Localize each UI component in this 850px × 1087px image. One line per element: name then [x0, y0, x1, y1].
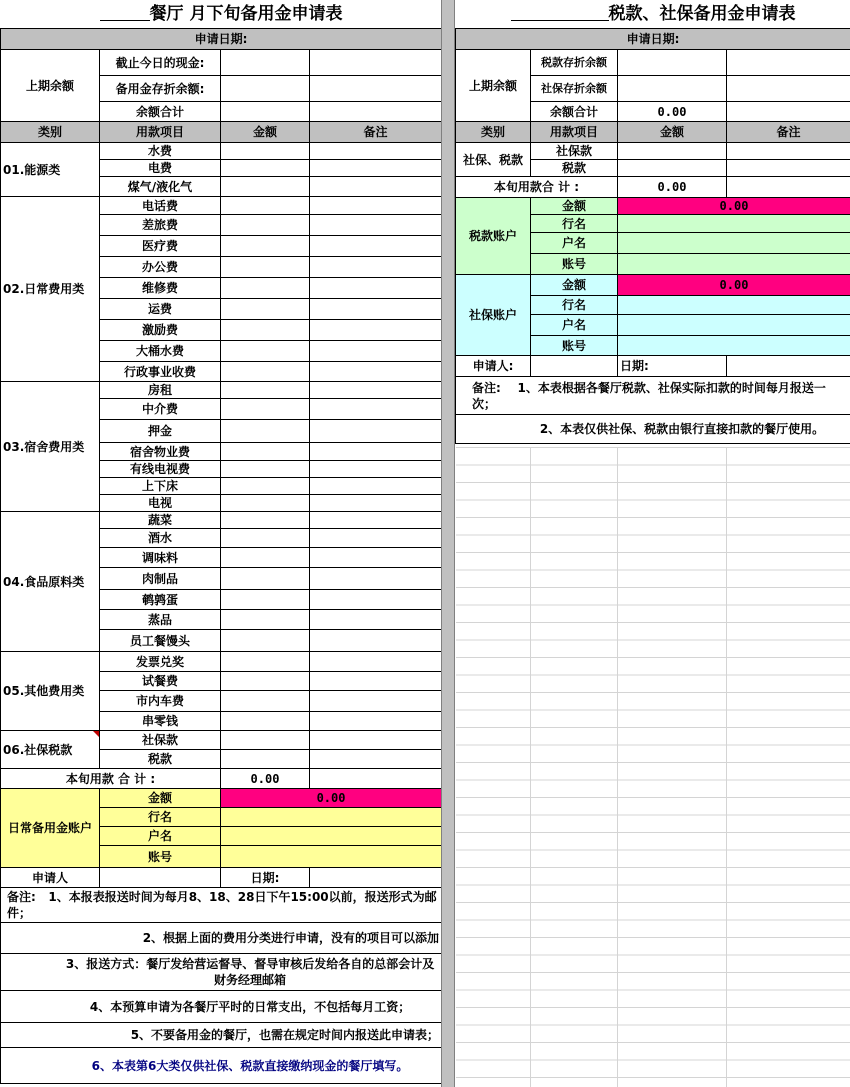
- balance-total-remark[interactable]: [310, 102, 442, 122]
- expense-item-label: 有线电视费: [100, 461, 221, 478]
- note-5: 5、不要备用金的餐厅，也需在规定时间内报送此申请表；: [1, 1023, 442, 1048]
- col-item: 用款项目: [100, 122, 221, 143]
- acct-bank-input[interactable]: [221, 808, 442, 827]
- expense-item-label: 蔬菜: [100, 512, 221, 529]
- expense-item-amount[interactable]: [221, 630, 310, 652]
- expense-item-amount[interactable]: [221, 160, 310, 177]
- tax-acct-number-input[interactable]: [618, 254, 850, 275]
- period-total-value: 0.00: [221, 769, 310, 789]
- social-tax-category: 社保、税款: [456, 143, 531, 177]
- expense-item-label: 串零钱: [100, 712, 221, 731]
- right-period-total-remark[interactable]: [727, 177, 850, 198]
- social-acct-holder-label: 户名: [531, 315, 618, 336]
- expense-item-amount[interactable]: [221, 691, 310, 712]
- social-account-label: 社保账户: [456, 275, 531, 356]
- expense-item-remark[interactable]: [310, 652, 442, 672]
- expense-item-amount[interactable]: [221, 299, 310, 320]
- acct-number-input[interactable]: [221, 846, 442, 868]
- applicant-input[interactable]: [100, 868, 221, 888]
- expense-item-amount[interactable]: [221, 420, 310, 443]
- form-title: 餐厅 月下旬备用金申请表: [1, 0, 442, 29]
- expense-item-label: 上下床: [100, 478, 221, 495]
- note-4: 4、本预算申请为各餐厅平时的日常支出，不包括每月工资；: [1, 991, 442, 1023]
- expense-item-remark[interactable]: [310, 341, 442, 362]
- note-2: 2、根据上面的费用分类进行申请，没有的项目可以添加: [1, 923, 442, 954]
- expense-item-amount[interactable]: [221, 278, 310, 299]
- expense-item-amount[interactable]: [221, 750, 310, 769]
- right-note-2: 2、本表仅供社保、税款由银行直接扣款的餐厅使用。: [456, 415, 850, 444]
- col-amount: 金额: [221, 122, 310, 143]
- social-item-label: 社保款: [531, 143, 618, 160]
- acct-amount-label: 金额: [100, 789, 221, 808]
- expense-item-amount[interactable]: [221, 478, 310, 495]
- expense-item-label: 行政事业收费: [100, 362, 221, 382]
- tax-acct-bank-input[interactable]: [618, 215, 850, 233]
- expense-item-remark[interactable]: [310, 512, 442, 529]
- social-acct-bank-label: 行名: [531, 296, 618, 315]
- acct-bank-label: 行名: [100, 808, 221, 827]
- expense-item-label: 社保款: [100, 731, 221, 750]
- expense-item-label: 市内车费: [100, 691, 221, 712]
- social-acct-amount-value[interactable]: 0.00: [618, 275, 850, 296]
- expense-item-label: 水费: [100, 143, 221, 160]
- expense-item-amount[interactable]: [221, 257, 310, 278]
- expense-item-remark[interactable]: [310, 731, 442, 750]
- expense-item-remark[interactable]: [310, 197, 442, 215]
- expense-item-amount[interactable]: [221, 236, 310, 257]
- deposit-balance-input[interactable]: [221, 76, 310, 102]
- right-form-title: 税款、社保备用金申请表: [456, 0, 850, 29]
- right-date-label: 日期:: [618, 356, 727, 377]
- period-total-label: 本旬用款 合 计 :: [1, 769, 221, 789]
- expense-item-remark[interactable]: [310, 712, 442, 731]
- expense-item-label: 运费: [100, 299, 221, 320]
- empty-cell-grid: [456, 447, 850, 1087]
- expense-item-amount[interactable]: [221, 590, 310, 610]
- tax-account-label: 税款账户: [456, 198, 531, 275]
- expense-item-remark[interactable]: [310, 236, 442, 257]
- expense-item-remark[interactable]: [310, 278, 442, 299]
- acct-holder-label: 户名: [100, 827, 221, 846]
- expense-item-remark[interactable]: [310, 672, 442, 691]
- social-item-remark[interactable]: [727, 143, 850, 160]
- expense-item-amount[interactable]: [221, 548, 310, 568]
- expense-item-label: 肉制品: [100, 568, 221, 590]
- expense-item-amount[interactable]: [221, 731, 310, 750]
- note-6: 6、本表第6大类仅供社保、税款直接缴纳现金的餐厅填写。: [1, 1048, 442, 1084]
- right-col-remark: 备注: [727, 122, 850, 143]
- expense-item-amount[interactable]: [221, 610, 310, 630]
- expense-item-label: 员工餐馒头: [100, 630, 221, 652]
- right-period-total-value: 0.00: [618, 177, 727, 198]
- category-1: 01.能源类: [1, 143, 100, 197]
- category-3: 03.宿舍费用类: [1, 382, 100, 512]
- acct-number-label: 账号: [100, 846, 221, 868]
- right-col-amount: 金额: [618, 122, 727, 143]
- right-balance-total-value: 0.00: [618, 102, 727, 122]
- expense-item-amount[interactable]: [221, 461, 310, 478]
- expense-item-label: 煤气/液化气: [100, 177, 221, 197]
- expense-item-amount[interactable]: [221, 652, 310, 672]
- expense-item-label: 医疗费: [100, 236, 221, 257]
- expense-item-label: 宿舍物业费: [100, 443, 221, 461]
- expense-item-label: 电话费: [100, 197, 221, 215]
- expense-item-amount[interactable]: [221, 341, 310, 362]
- category-6: 06.社保税款: [1, 731, 100, 769]
- expense-item-label: 押金: [100, 420, 221, 443]
- tax-item-amount[interactable]: [618, 160, 727, 177]
- expense-item-remark[interactable]: [310, 382, 442, 399]
- expense-item-label: 中介费: [100, 399, 221, 420]
- note-3: 3、报送方式：餐厅发给营运督导、督导审核后发给各自的总部会计及财务经理邮箱: [1, 954, 442, 991]
- expense-item-amount[interactable]: [221, 382, 310, 399]
- tax-item-label: 税款: [531, 160, 618, 177]
- expense-item-remark[interactable]: [310, 160, 442, 177]
- expense-item-remark[interactable]: [310, 495, 442, 512]
- right-applicant-label: 申请人:: [456, 356, 531, 377]
- expense-item-remark[interactable]: [310, 548, 442, 568]
- expense-item-label: 维修费: [100, 278, 221, 299]
- expense-item-amount[interactable]: [221, 712, 310, 731]
- tax-acct-amount-value[interactable]: 0.00: [618, 198, 850, 215]
- comment-indicator-icon[interactable]: [93, 731, 99, 737]
- expense-item-label: 电费: [100, 160, 221, 177]
- tax-acct-holder-label: 户名: [531, 233, 618, 254]
- expense-item-amount[interactable]: [221, 529, 310, 548]
- expense-item-remark[interactable]: [310, 257, 442, 278]
- deposit-balance-label: 备用金存折余额:: [100, 76, 221, 102]
- right-sheet: [455, 0, 850, 444]
- social-acct-number-input[interactable]: [618, 336, 850, 356]
- balance-total-value[interactable]: [221, 102, 310, 122]
- category-4: 04.食品原料类: [1, 512, 100, 652]
- note-1: 备注: 1、本报表报送时间为每月8、18、28日下午15:00以前，报送形式为邮件；: [1, 888, 442, 923]
- apply-date-row[interactable]: 申请日期:: [1, 29, 442, 50]
- daily-account-label: 日常备用金账户: [1, 789, 100, 868]
- expense-item-remark[interactable]: [310, 399, 442, 420]
- social-item-amount[interactable]: [618, 143, 727, 160]
- expense-item-remark[interactable]: [310, 590, 442, 610]
- expense-item-label: 差旅费: [100, 215, 221, 236]
- expense-item-label: 房租: [100, 382, 221, 399]
- social-deposit-label: 社保存折余额: [531, 76, 618, 102]
- date-input[interactable]: [310, 868, 442, 888]
- expense-item-remark[interactable]: [310, 443, 442, 461]
- expense-item-remark[interactable]: [310, 461, 442, 478]
- expense-item-amount[interactable]: [221, 495, 310, 512]
- tax-social-petty-cash-form: [455, 0, 850, 444]
- expense-item-remark[interactable]: [310, 215, 442, 236]
- right-applicant-input[interactable]: [531, 356, 618, 377]
- cash-today-label: 截止今日的现金:: [100, 50, 221, 76]
- expense-item-label: 发票兑奖: [100, 652, 221, 672]
- right-restaurant-blank[interactable]: [511, 20, 609, 21]
- expense-item-label: 试餐费: [100, 672, 221, 691]
- expense-item-amount[interactable]: [221, 568, 310, 590]
- col-remark: 备注: [310, 122, 442, 143]
- expense-item-remark[interactable]: [310, 568, 442, 590]
- category-5: 05.其他费用类: [1, 652, 100, 731]
- social-deposit-remark[interactable]: [727, 76, 850, 102]
- tax-deposit-input[interactable]: [618, 50, 727, 76]
- expense-item-amount[interactable]: [221, 399, 310, 420]
- prev-balance-label: 上期余额: [1, 50, 100, 122]
- expense-categories: [1, 143, 442, 769]
- tax-acct-bank-label: 行名: [531, 215, 618, 233]
- expense-item-label: 办公费: [100, 257, 221, 278]
- deposit-balance-remark[interactable]: [310, 76, 442, 102]
- expense-item-label: 鹌鹑蛋: [100, 590, 221, 610]
- expense-item-remark[interactable]: [310, 362, 442, 382]
- cash-today-input[interactable]: [221, 50, 310, 76]
- expense-item-amount[interactable]: [221, 143, 310, 160]
- expense-item-label: 大桶水费: [100, 341, 221, 362]
- expense-item-label: 电视: [100, 495, 221, 512]
- right-note-1: 备注: 1、本表根据各餐厅税款、社保实际扣款的时间每月报送一次；: [456, 377, 850, 415]
- right-period-total-label: 本旬用款合 计 :: [456, 177, 618, 198]
- acct-amount-value[interactable]: 0.00: [221, 789, 442, 808]
- sheet-divider: [441, 0, 455, 1087]
- expense-item-remark[interactable]: [310, 750, 442, 769]
- expense-item-amount[interactable]: [221, 197, 310, 215]
- period-total-remark[interactable]: [310, 769, 442, 789]
- tax-deposit-remark[interactable]: [727, 50, 850, 76]
- expense-item-amount[interactable]: [221, 320, 310, 341]
- balance-total-label: 余额合计: [100, 102, 221, 122]
- acct-holder-input[interactable]: [221, 827, 442, 846]
- social-acct-number-label: 账号: [531, 336, 618, 356]
- date-label: 日期:: [221, 868, 310, 888]
- expense-item-amount[interactable]: [221, 362, 310, 382]
- category-2: 02.日常费用类: [1, 197, 100, 382]
- expense-item-label: 酒水: [100, 529, 221, 548]
- tax-deposit-label: 税款存折余额: [531, 50, 618, 76]
- expense-item-remark[interactable]: [310, 177, 442, 197]
- tax-item-remark[interactable]: [727, 160, 850, 177]
- right-balance-total-remark[interactable]: [727, 102, 850, 122]
- right-balance-total-label: 余额合计: [531, 102, 618, 122]
- expense-item-remark[interactable]: [310, 529, 442, 548]
- social-acct-bank-input[interactable]: [618, 296, 850, 315]
- expense-item-remark[interactable]: [310, 610, 442, 630]
- right-col-item: 用款项目: [531, 122, 618, 143]
- social-acct-holder-input[interactable]: [618, 315, 850, 336]
- restaurant-name-blank[interactable]: [100, 20, 150, 21]
- expense-item-remark[interactable]: [310, 630, 442, 652]
- expense-item-amount[interactable]: [221, 512, 310, 529]
- right-prev-balance-label: 上期余额: [456, 50, 531, 122]
- expense-item-remark[interactable]: [310, 143, 442, 160]
- expense-item-label: 蒸品: [100, 610, 221, 630]
- expense-item-label: 激励费: [100, 320, 221, 341]
- cash-today-remark[interactable]: [310, 50, 442, 76]
- expense-item-amount[interactable]: [221, 177, 310, 197]
- social-acct-amount-label: 金额: [531, 275, 618, 296]
- tax-acct-number-label: 账号: [531, 254, 618, 275]
- expense-item-label: 税款: [100, 750, 221, 769]
- applicant-label: 申请人: [1, 868, 100, 888]
- tax-acct-amount-label: 金额: [531, 198, 618, 215]
- expense-item-amount[interactable]: [221, 443, 310, 461]
- expense-item-remark[interactable]: [310, 478, 442, 495]
- right-apply-date-row[interactable]: 申请日期:: [456, 29, 850, 50]
- expense-item-remark[interactable]: [310, 691, 442, 712]
- social-deposit-input[interactable]: [618, 76, 727, 102]
- expense-item-amount[interactable]: [221, 672, 310, 691]
- expense-item-remark[interactable]: [310, 420, 442, 443]
- expense-item-label: 调味料: [100, 548, 221, 568]
- expense-item-remark[interactable]: [310, 299, 442, 320]
- expense-item-amount[interactable]: [221, 215, 310, 236]
- right-date-input[interactable]: [727, 356, 850, 377]
- col-category: 类别: [1, 122, 100, 143]
- tax-acct-holder-input[interactable]: [618, 233, 850, 254]
- expense-item-remark[interactable]: [310, 320, 442, 341]
- right-col-category: 类别: [456, 122, 531, 143]
